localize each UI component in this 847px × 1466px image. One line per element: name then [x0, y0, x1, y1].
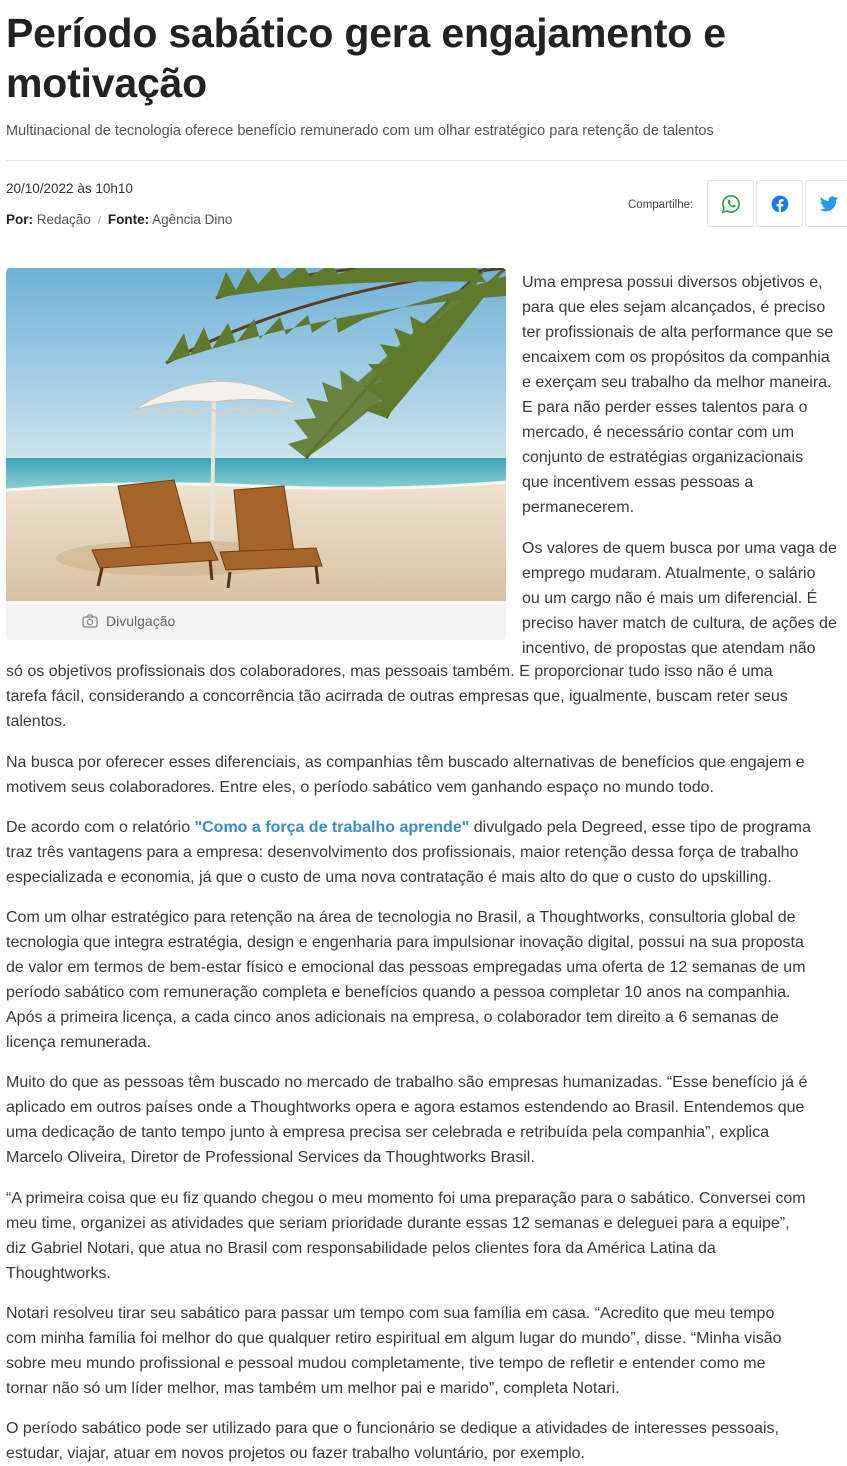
paragraph-line: incentivo, de propostas que atendam não — [522, 640, 816, 657]
paragraph-line: licença remunerada. — [6, 1034, 151, 1051]
paragraph-line: “A primeira coisa que eu fiz quando chegou o meu momento foi uma preparação para o sabático. Conversei com — [6, 1190, 806, 1207]
publish-date: 20/10/2022 às 10h10 — [6, 181, 133, 196]
paragraph-line: sobre meu mundo profissional e pessoal mudou completamente, tive tempo de refletir e entender como me — [6, 1355, 766, 1372]
facebook-icon — [770, 194, 790, 214]
author-label: Por: — [6, 212, 33, 227]
image-caption — [82, 613, 175, 629]
share-twitter-button[interactable] — [805, 180, 847, 227]
paragraph-line — [6, 815, 811, 840]
paragraph-line: emprego mudaram. Atualmente, o salário — [522, 565, 816, 582]
paragraph-line: talentos. — [6, 713, 67, 730]
paragraph-line: especializada e economia, já que o custo de uma nova contratação é mais alto do que o custo do upskilling. — [6, 869, 772, 886]
paragraph-line: permanecerem. — [522, 499, 635, 516]
paragraph-line: uma dedicação de tanto tempo junto à empresa precisa ser celebrada e retribuída pela companhia”, explica — [6, 1124, 770, 1141]
whatsapp-icon — [721, 194, 741, 214]
paragraph-line: E para não perder esses talentos para o — [522, 399, 808, 416]
camera-icon — [82, 614, 98, 628]
paragraph-line: diz Gabriel Notari, que atua no Brasil com responsabilidade pelos clientes fora da América Latina da — [6, 1240, 716, 1257]
text-run: De acordo com o relatório — [6, 819, 195, 836]
divider — [6, 160, 847, 161]
paragraph-line: mercado, é necessário contar com um — [522, 424, 795, 441]
paragraph-line: conjunto de estratégias organizacionais — [522, 449, 804, 466]
beach-photo — [6, 268, 506, 601]
paragraph-line: Os valores de quem busca por uma vaga de — [522, 540, 837, 557]
paragraph-line: Uma empresa possui diversos objetivos e, — [522, 274, 823, 291]
article-subtitle: Multinacional de tecnologia oferece benefício remunerado com um olhar estratégico para retenção de talentos — [6, 123, 714, 139]
page-title: Período sabático gera engajamento e motivação — [6, 10, 726, 106]
caption-text: Divulgação — [106, 613, 176, 629]
paragraph-line: Marcelo Oliveira, Diretor de Professional Services da Thoughtworks Brasil. — [6, 1149, 535, 1166]
share-label: Compartilhe: — [628, 199, 694, 211]
byline — [6, 212, 232, 227]
paragraph-line: Thoughtworks. — [6, 1265, 111, 1282]
source-label: Fonte: — [107, 212, 150, 227]
share-whatsapp-button[interactable] — [707, 180, 754, 227]
paragraph-line: ter profissionais de alta performance que se — [522, 324, 834, 341]
paragraph-line: e exerçam seu trabalho da melhor maneira. — [522, 374, 832, 391]
paragraph-line: motivem seus colaboradores. Entre eles, o período sabático vem ganhando espaço no mundo todo. — [6, 779, 714, 796]
paragraph-line: ou um cargo não é mais um diferencial. É — [522, 590, 818, 607]
paragraph-line: aplicado em outros países onde a Thoughtworks opera e agora estamos estendendo ao Brasil. Entendemos que — [6, 1099, 805, 1116]
author-name: Redação — [36, 212, 91, 227]
paragraph-line: Na busca por oferecer esses diferenciais, as companhias têm buscado alternativas de benefícios que engajem e — [6, 754, 805, 771]
paragraph-line: O período sabático pode ser utilizado para que o funcionário se dedique a atividades de interesses pessoais, — [6, 1420, 779, 1437]
report-link[interactable]: "Como a força de trabalho aprende" — [194, 819, 470, 836]
paragraph-line: traz três vantagens para a empresa: desenvolvimento dos profissionais, maior retenção dessa força de trabalho — [6, 844, 799, 861]
paragraph-line: com minha família foi melhor do que qualquer retiro espiritual em algum lugar do mundo”, disse. “Minha visão — [6, 1330, 782, 1347]
paragraph-line: encaixem com os propósitos da companhia — [522, 349, 830, 366]
twitter-icon — [819, 194, 839, 214]
paragraph-line: meu time, organizei as atividades que seriam prioridade durante essas 12 semanas e deleguei para a equipe”, — [6, 1215, 790, 1232]
paragraph-line: período sabático com remuneração completa e benefícios quando a pessoa completar 10 anos na companhia. — [6, 984, 791, 1001]
paragraph-line: que incentivem essas pessoas a — [522, 474, 754, 491]
paragraph-line: Após a primeira licença, a cada cinco anos adicionais na empresa, o colaborador tem direito a 6 semanas de — [6, 1009, 779, 1026]
paragraph-line: Muito do que as pessoas têm buscado no mercado de trabalho são empresas humanizadas. “Esse benefício já é — [6, 1074, 808, 1091]
paragraph-line: tornar não só um líder melhor, mas também um melhor pai e marido”, completa Notari. — [6, 1380, 620, 1397]
article-image — [6, 268, 506, 640]
paragraph-line: Com um olhar estratégico para retenção na área de tecnologia no Brasil, a Thoughtworks, consultoria global de — [6, 909, 796, 926]
byline-separator: / — [97, 215, 101, 227]
paragraph-line: estudar, viajar, atuar em novos projetos ou fazer trabalho voluntário, por exemplo. — [6, 1445, 585, 1462]
text-run: divulgado pela Degreed, esse tipo de programa — [469, 819, 811, 836]
paragraph-line: Notari resolveu tirar seu sabático para passar um tempo com sua família em casa. “Acredito que meu tempo — [6, 1305, 775, 1322]
paragraph-line: de valor em termos de bem-estar físico e emocional das pessoas empregadas uma oferta de 12 semanas de um — [6, 959, 806, 976]
paragraph-line: tarefa fácil, considerando a concorrência tão acirrada de outras empresas que, igualmente, buscam reter seus — [6, 688, 788, 705]
paragraph-line: tecnologia que integra estratégia, design e engenharia para impulsionar inovação digital, possui na sua proposta — [6, 934, 804, 951]
share-facebook-button[interactable] — [756, 180, 803, 227]
paragraph-line: preciso haver match de cultura, de ações de — [522, 615, 837, 632]
source-name: Agência Dino — [152, 212, 233, 227]
paragraph-line: só os objetivos profissionais dos colaboradores, mas pessoais também. E proporcionar tudo isso não é uma — [6, 663, 773, 680]
paragraph-line: para que eles sejam alcançados, é preciso — [522, 299, 826, 316]
